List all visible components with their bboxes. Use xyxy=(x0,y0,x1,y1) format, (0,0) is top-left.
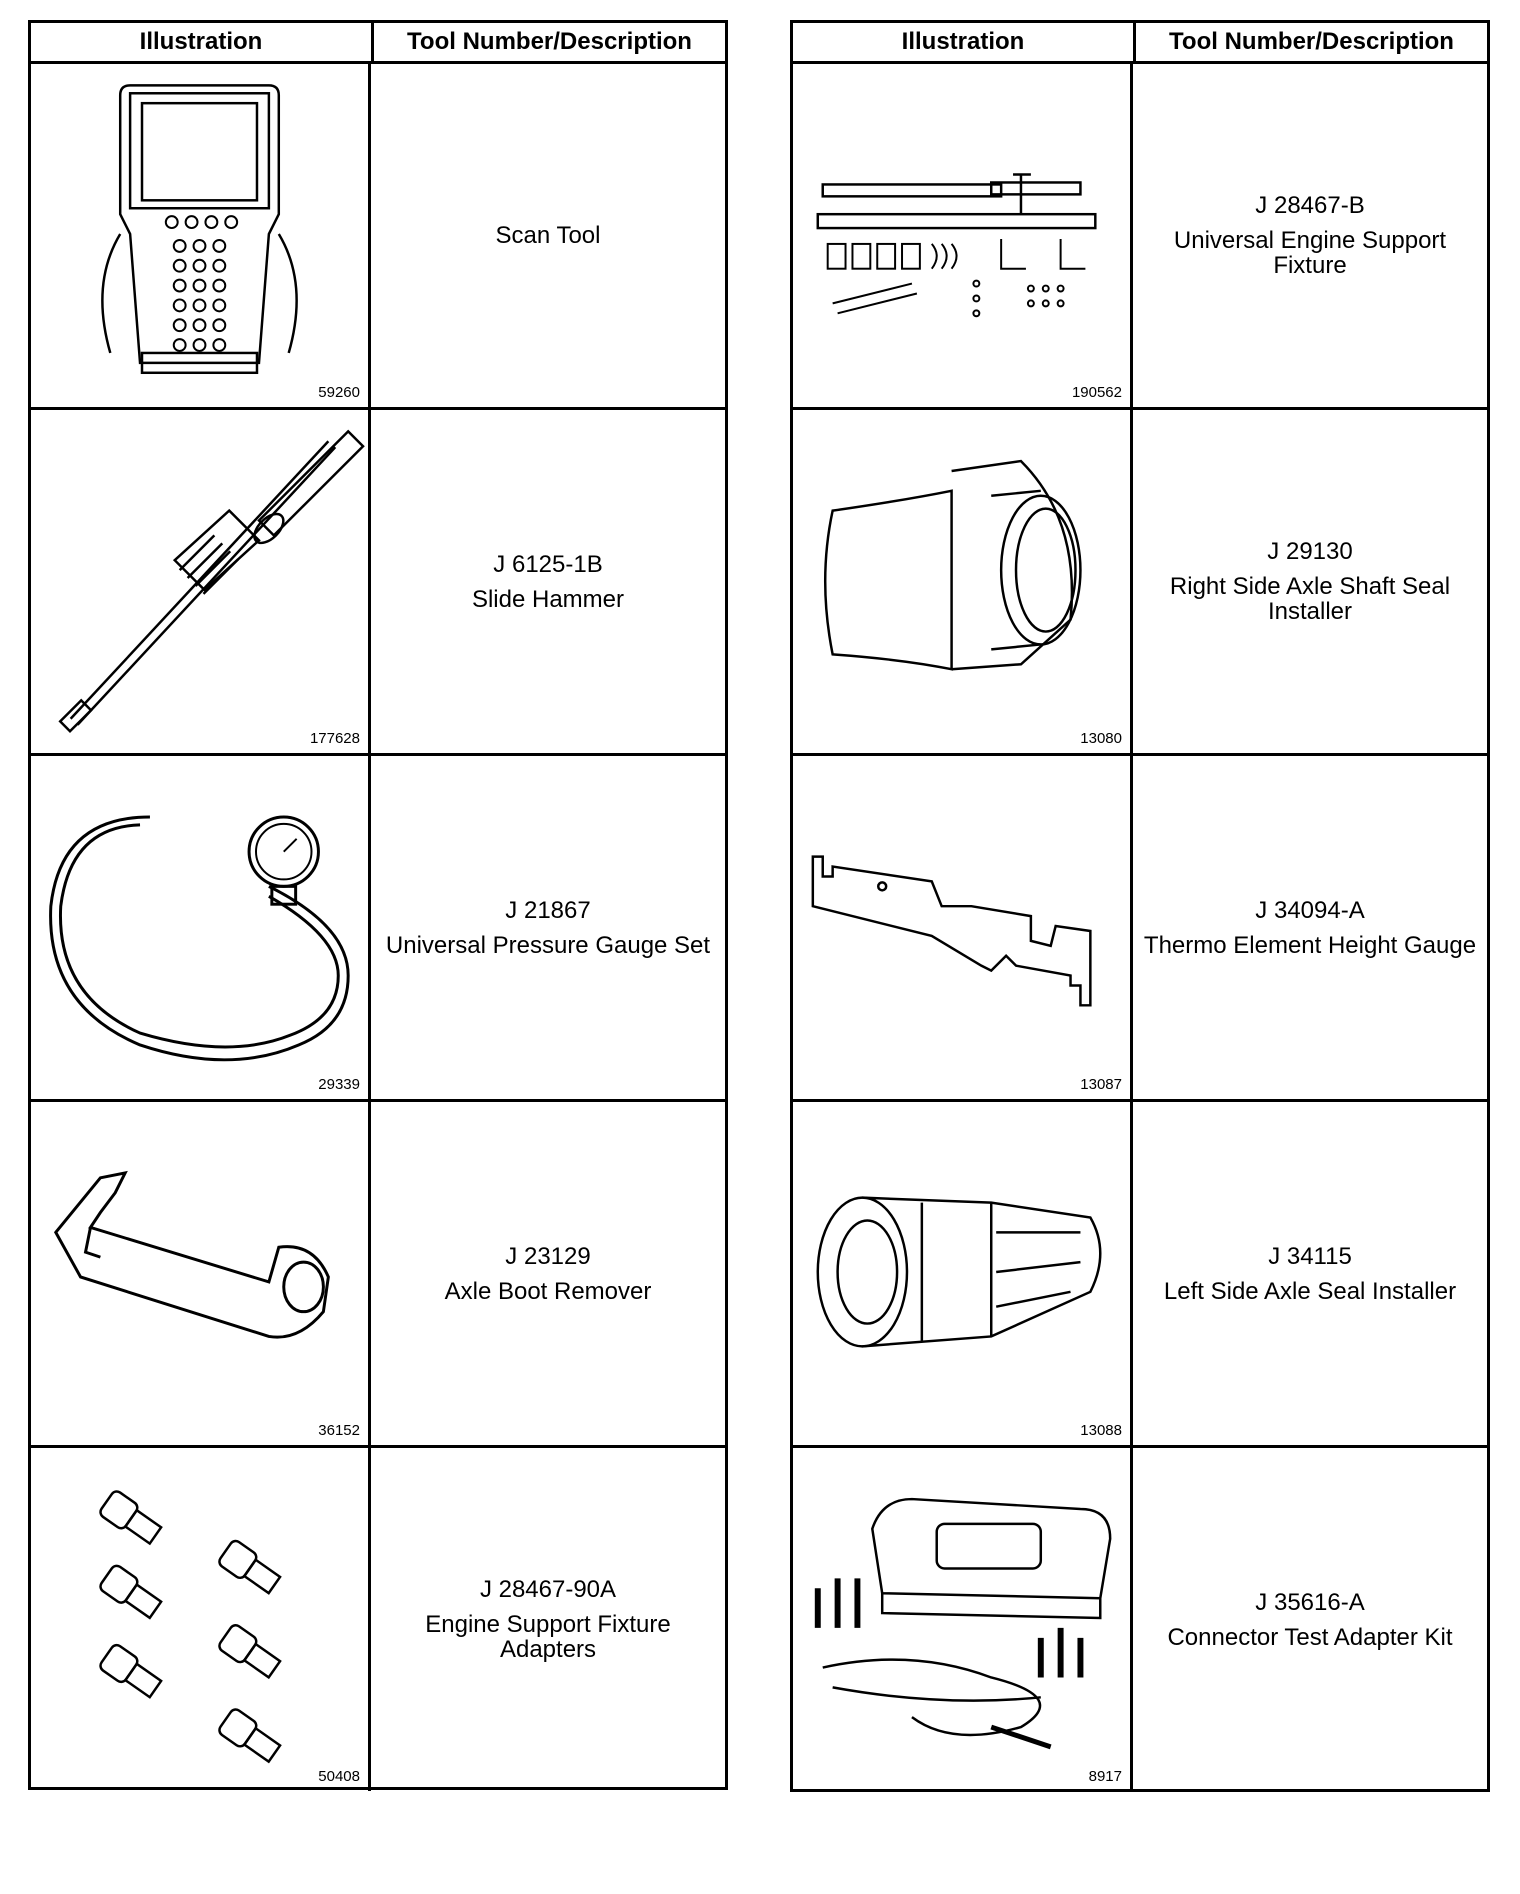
illustration-header: Illustration xyxy=(793,23,1136,61)
tool-name: Engine Support Fixture Adapters xyxy=(425,1611,671,1663)
illustration-header: Illustration xyxy=(31,23,374,61)
tool-name: Slide Hammer xyxy=(471,585,625,613)
seal-installer-icon xyxy=(793,410,1130,753)
figure-number: 36152 xyxy=(318,1422,360,1439)
figure-number: 13080 xyxy=(1080,730,1122,747)
table-row xyxy=(31,410,725,756)
left-seal-installer-icon xyxy=(793,1102,1130,1445)
tool-description xyxy=(371,64,725,407)
engine-support-fixture-icon xyxy=(793,64,1130,407)
height-gauge-icon xyxy=(793,756,1130,1099)
table-row xyxy=(31,64,725,410)
tool-description xyxy=(1133,1448,1487,1791)
table-row xyxy=(793,1102,1487,1448)
table-row xyxy=(31,1448,725,1791)
tool-name: Axle Boot Remover xyxy=(444,1277,652,1305)
test-adapter-kit-icon xyxy=(793,1448,1130,1791)
tool-number: J 29130 xyxy=(1267,538,1353,565)
illustration-cell xyxy=(31,756,371,1099)
tool-description xyxy=(371,1102,725,1445)
tool-description xyxy=(371,410,725,753)
tool-number: J 6125-1B xyxy=(493,550,603,578)
tool-number: J 21867 xyxy=(505,896,591,924)
tool-number: J 28467-90A xyxy=(479,1576,617,1603)
fixture-adapters-icon xyxy=(31,1448,368,1791)
figure-number: 8917 xyxy=(1088,1768,1122,1785)
illustration-cell xyxy=(793,410,1133,753)
figure-number: 59260 xyxy=(318,384,360,401)
illustration-cell xyxy=(31,410,371,753)
figure-number: 177628 xyxy=(309,730,360,747)
table-row xyxy=(31,756,725,1102)
figure-number: 29339 xyxy=(318,1076,360,1093)
tool-description xyxy=(1133,64,1487,407)
table-header xyxy=(793,23,1487,64)
table-header xyxy=(31,23,725,64)
tool-number: J 34094-A xyxy=(1255,896,1365,924)
slide-hammer-icon xyxy=(31,410,368,753)
table-row xyxy=(793,756,1487,1102)
illustration-cell xyxy=(31,64,371,407)
pressure-gauge-icon xyxy=(31,756,368,1099)
tool-table-right xyxy=(790,20,1490,1792)
table-row xyxy=(793,1448,1487,1791)
tool-table-left xyxy=(28,20,728,1790)
illustration-cell xyxy=(793,1448,1133,1791)
scan-tool-icon xyxy=(31,64,368,407)
tool-name: Connector Test Adapter Kit xyxy=(1167,1623,1453,1651)
tool-description xyxy=(1133,1102,1487,1445)
tool-number: J 35616-A xyxy=(1255,1588,1365,1616)
table-row xyxy=(793,410,1487,756)
illustration-cell xyxy=(793,1102,1133,1445)
illustration-cell xyxy=(793,64,1133,407)
figure-number: 13088 xyxy=(1080,1422,1122,1439)
table-row xyxy=(793,64,1487,410)
tool-header: Tool Number/Description xyxy=(407,28,692,55)
tool-description xyxy=(371,1448,725,1791)
figure-number: 50408 xyxy=(318,1768,360,1785)
tool-description xyxy=(371,756,725,1099)
tool-name: Thermo Element Height Gauge xyxy=(1143,931,1477,959)
figure-number: 13087 xyxy=(1080,1076,1122,1093)
tool-name: Universal Engine Support Fixture xyxy=(1173,227,1447,279)
illustration-cell xyxy=(31,1448,371,1791)
tool-number: J 34115 xyxy=(1268,1242,1352,1270)
tool-name: Universal Pressure Gauge Set xyxy=(385,931,711,959)
axle-boot-remover-icon xyxy=(31,1102,368,1445)
tool-name: Left Side Axle Seal Installer xyxy=(1163,1277,1457,1305)
tool-description xyxy=(1133,410,1487,753)
tool-description xyxy=(1133,756,1487,1099)
figure-number: 190562 xyxy=(1071,384,1122,401)
tool-number: J 23129 xyxy=(505,1242,591,1270)
illustration-cell xyxy=(793,756,1133,1099)
tool-name: Scan Tool xyxy=(495,222,601,249)
tool-number: J 28467-B xyxy=(1255,192,1365,219)
tool-name: Right Side Axle Shaft Seal Installer xyxy=(1169,573,1451,625)
tool-header: Tool Number/Description xyxy=(1169,28,1454,55)
table-row xyxy=(31,1102,725,1448)
illustration-cell xyxy=(31,1102,371,1445)
